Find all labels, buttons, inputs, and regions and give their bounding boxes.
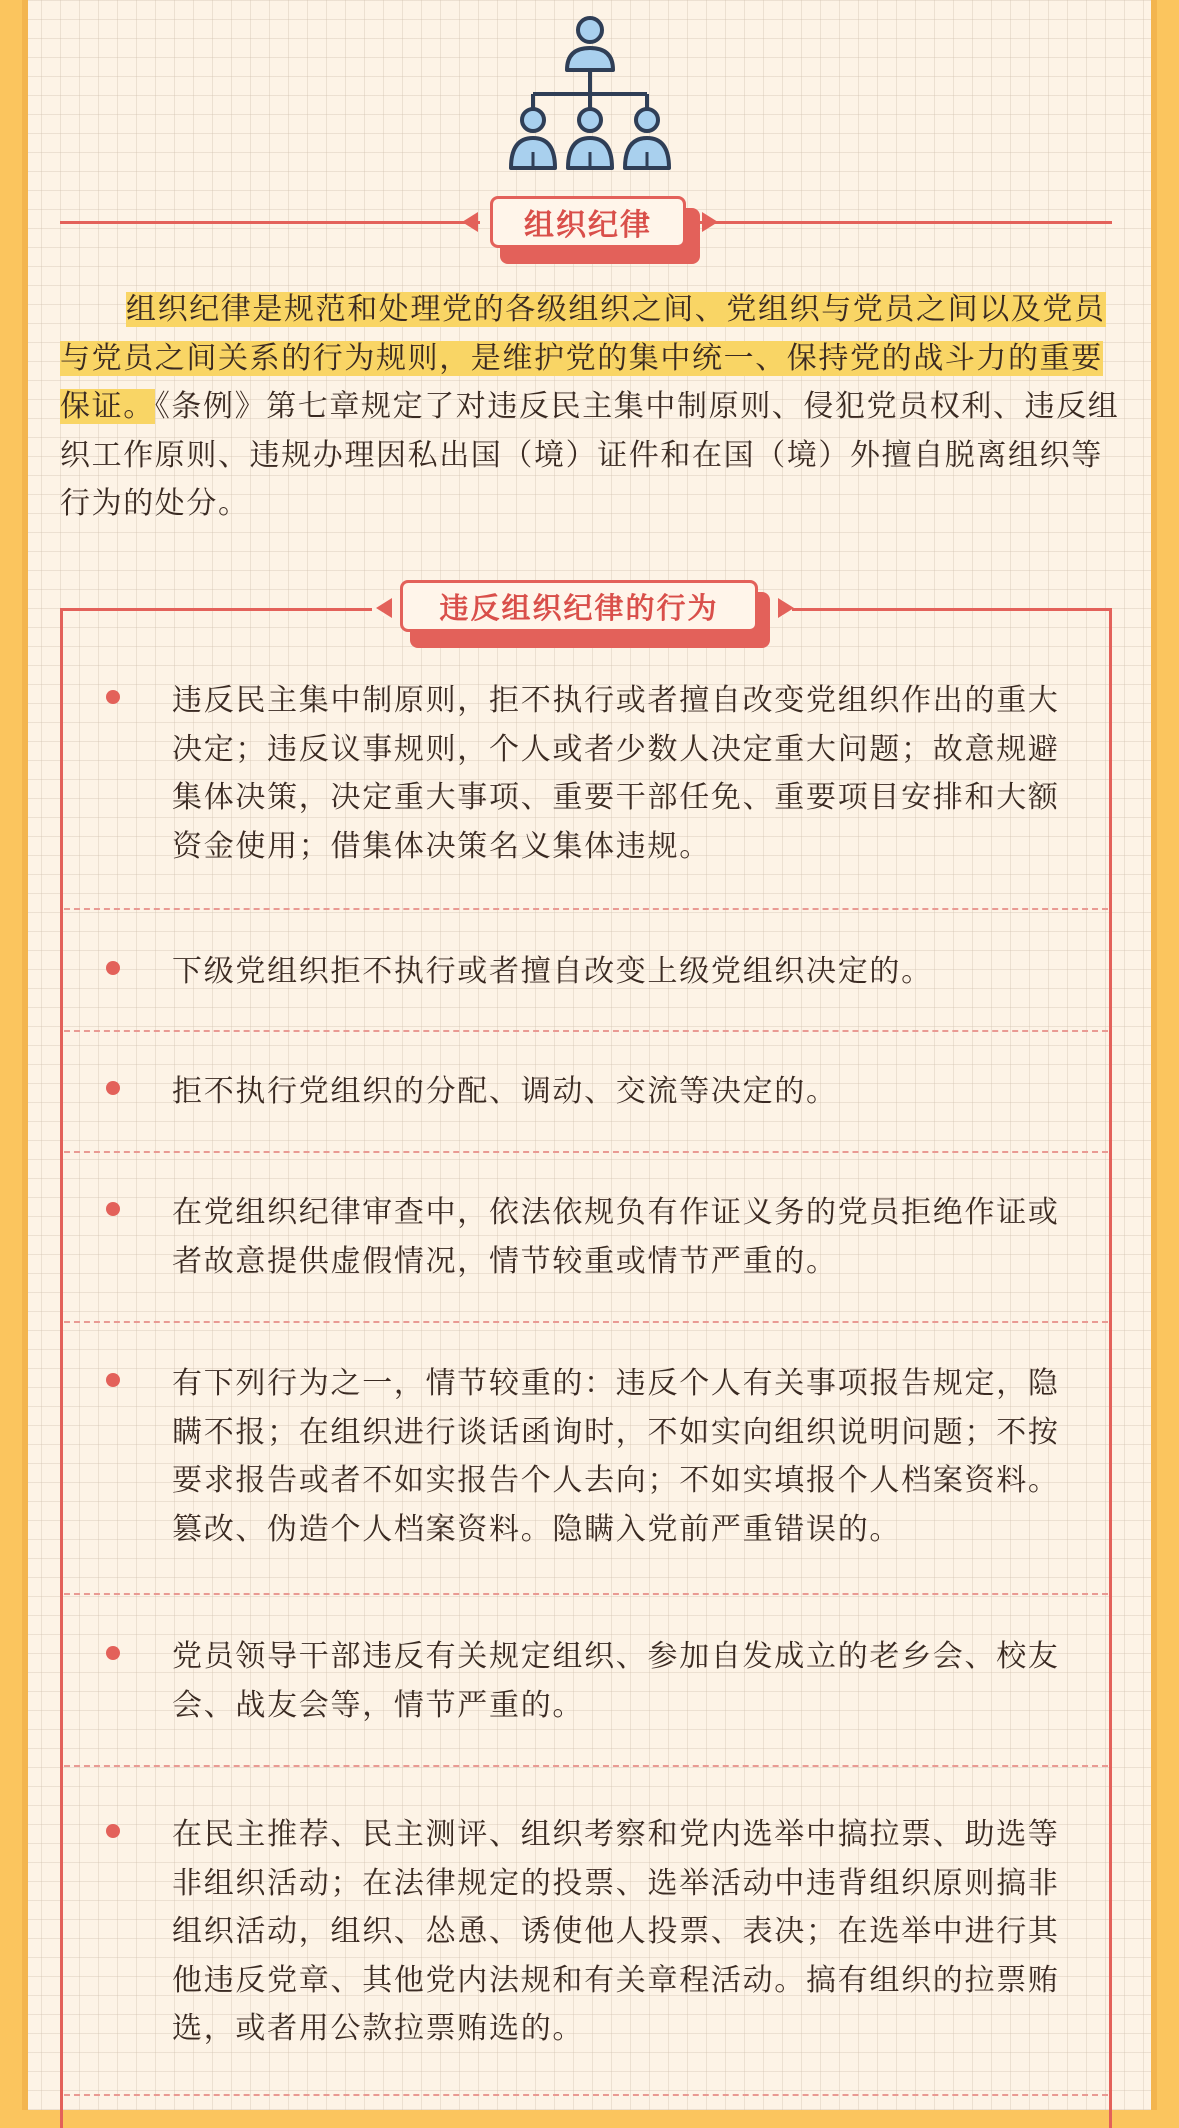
- section-arrow-left: [376, 598, 392, 618]
- title-arrow-left: [462, 212, 478, 232]
- bullet-dot: [106, 1373, 120, 1387]
- bullet-dot: [106, 1081, 120, 1095]
- item-text: 在党组织纪律审查中，依法依规负有作证义务的党员拒绝作证或者故意提供虚假情况，情节较重或情节严重的。: [172, 1195, 1060, 1279]
- item-text: 党员领导干部违反有关规定组织、参加自发成立的老乡会、校友会、战友会等，情节严重的。: [172, 1639, 1060, 1723]
- item-divider: [64, 1593, 1108, 1595]
- item-divider: [64, 1151, 1108, 1153]
- item-divider: [64, 1321, 1108, 1323]
- org-chart-icon: [505, 12, 675, 174]
- item-divider: [64, 1030, 1108, 1032]
- bullet-dot: [106, 1824, 120, 1838]
- item-text: 拒不执行党组织的分配、调动、交流等决定的。: [172, 1074, 838, 1109]
- section-arrow-right: [778, 598, 794, 618]
- left-border: [22, 0, 28, 2110]
- title-rule-left: [60, 221, 480, 224]
- intro-paragraph: [60, 286, 1120, 529]
- item-text: 在民主推荐、民主测评、组织考察和党内选举中搞拉票、助选等非组织活动；在法律规定的投票、选举活动中违背组织原则搞非组织活动，组织、怂恿、诱使他人投票、表决；在选举中进行其他违反党章、其他党内法规和有关章程活动。搞有组织的拉票贿选，或者用公款拉票贿选的。: [172, 1817, 1060, 2046]
- bullet-dot: [106, 1646, 120, 1660]
- item-text: 违反民主集中制原则，拒不执行或者擅自改变党组织作出的重大决定；违反议事规则，个人或者少数人决定重大问题；故意规避集体决策，决定重大事项、重要干部任免、重要项目安排和大额资金使用；借集体决策名义集体违规。: [172, 683, 1060, 864]
- item-divider: [64, 908, 1108, 910]
- title-rule-right: [700, 221, 1112, 224]
- intro-highlight: 组织纪律是规范和处理党的各级组织之间、党组织与党员之间以及党员与党员之间关系的行为规则，是维护党的集中统一、保持党的战斗力的重要保证。: [60, 292, 1106, 424]
- item-divider: [64, 1765, 1108, 1767]
- intro-rest: 《条例》第七章规定了对违反民主集中制原则、侵犯党员权利、违反组织工作原则、违规办理因私出国（境）证件和在国（境）外擅自脱离组织等行为的处分。: [60, 389, 1120, 521]
- bullet-dot: [106, 961, 120, 975]
- item-divider: [64, 2094, 1108, 2096]
- title-arrow-right: [702, 212, 718, 232]
- bullet-dot: [106, 1202, 120, 1216]
- bullet-dot: [106, 690, 120, 704]
- section-title: 违反组织纪律的行为: [400, 580, 758, 632]
- item-text: 有下列行为之一，情节较重的：违反个人有关事项报告规定，隐瞒不报；在组织进行谈话函询时，不如实向组织说明问题；不按要求报告或者不如实报告个人去向；不如实填报个人档案资料。篡改、伪造个人档案资料。隐瞒入党前严重错误的。: [172, 1366, 1060, 1547]
- page-title: 组织纪律: [490, 196, 686, 248]
- right-border: [1151, 0, 1157, 2110]
- item-text: 下级党组织拒不执行或者擅自改变上级党组织决定的。: [172, 954, 933, 989]
